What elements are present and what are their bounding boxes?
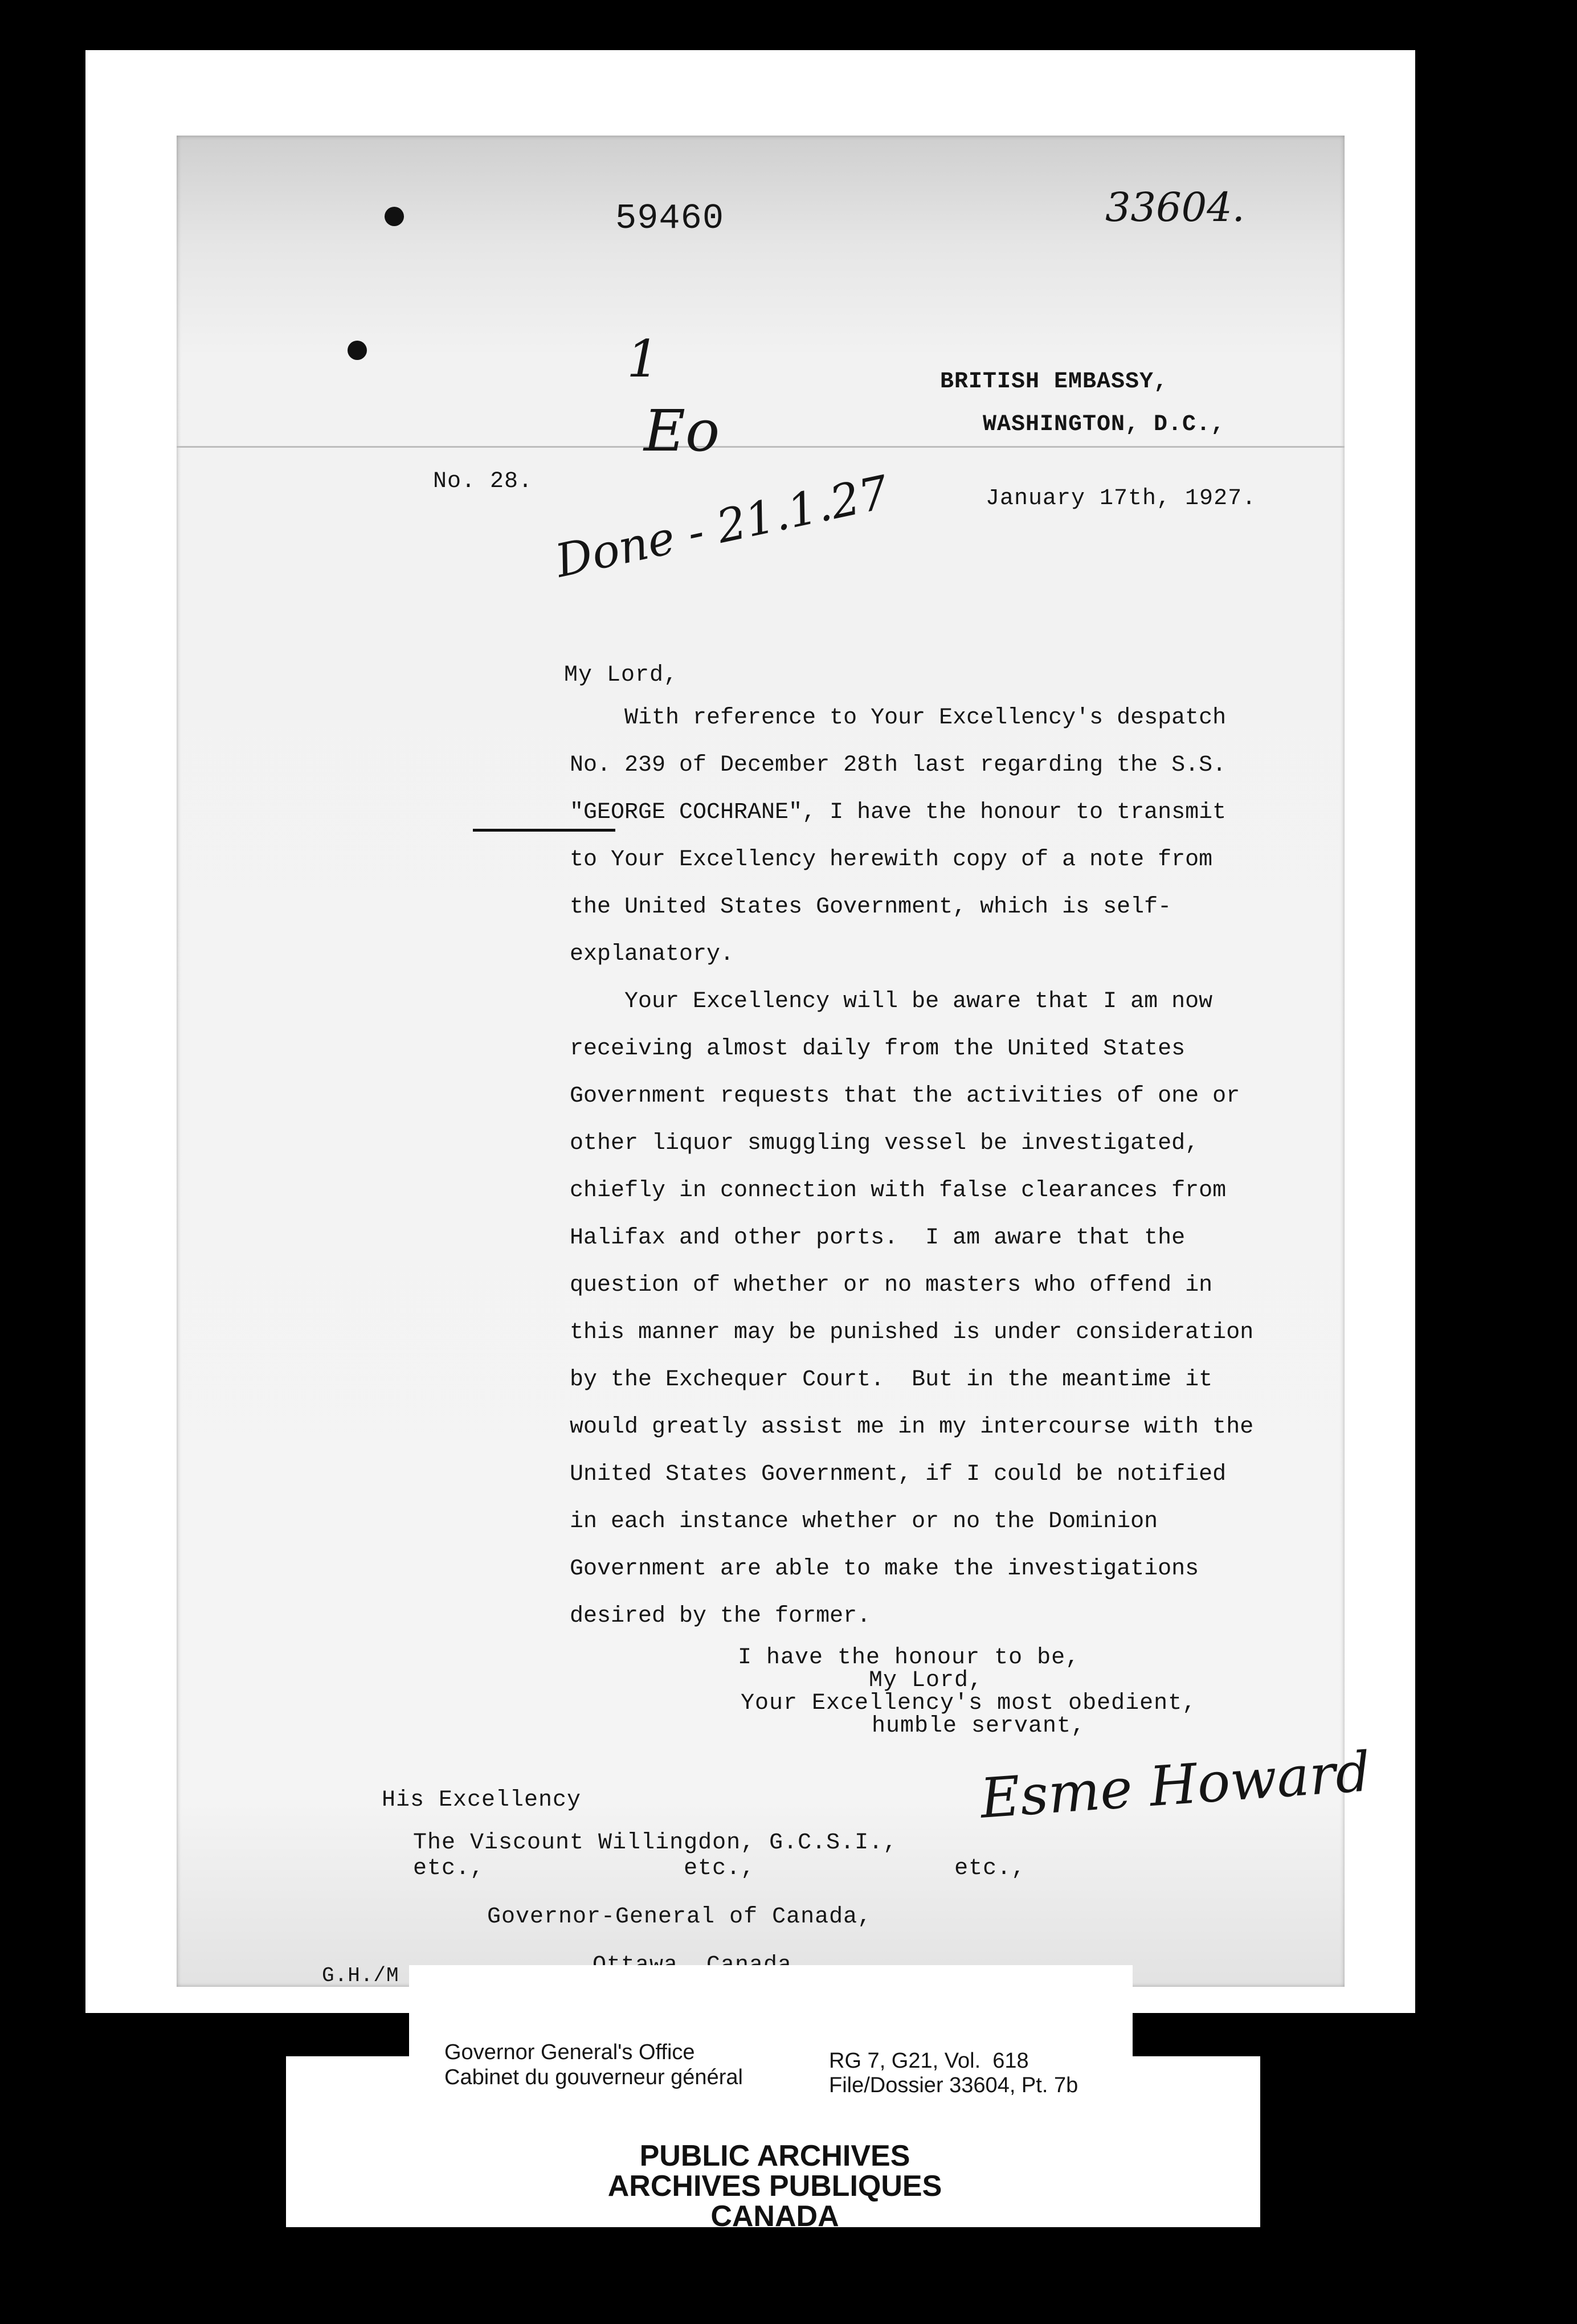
body-line: to Your Excellency herewith copy of a note from bbox=[570, 847, 1213, 873]
label-reference: RG 7, G21, Vol. 618 bbox=[829, 2049, 1029, 2073]
handwritten-done-note: Done - 21.1.27 bbox=[550, 465, 893, 588]
body-line: Government requests that the activities of one or bbox=[570, 1083, 1240, 1109]
seal-line-1: PUBLIC ARCHIVES bbox=[639, 2139, 910, 2172]
body-line: would greatly assist me in my intercourse with the bbox=[570, 1414, 1254, 1440]
fold-line bbox=[177, 446, 1345, 448]
addressee-line: etc., etc., etc., bbox=[413, 1856, 1026, 1881]
body-line: Government are able to make the investigations bbox=[570, 1556, 1199, 1582]
seal-line-3: CANADA bbox=[710, 2200, 839, 2233]
handwritten-mark-2: Eo bbox=[644, 398, 720, 464]
letter-date: January 17th, 1927. bbox=[986, 486, 1257, 512]
body-line: United States Government, if I could be notified bbox=[570, 1462, 1227, 1487]
margin-rule bbox=[473, 829, 615, 832]
addressee-line: Governor-General of Canada, bbox=[487, 1904, 872, 1930]
body-line: in each instance whether or no the Dominion bbox=[570, 1509, 1158, 1535]
despatch-number: No. 28. bbox=[433, 469, 533, 494]
letterhead-line-2: WASHINGTON, D.C., bbox=[983, 412, 1225, 437]
letterhead-line-1: BRITISH EMBASSY, bbox=[940, 369, 1169, 395]
seal-line-2: ARCHIVES PUBLIQUES bbox=[607, 2170, 942, 2203]
body-line: "GEORGE COCHRANE", I have the honour to transmit bbox=[570, 800, 1227, 825]
body-line: explanatory. bbox=[570, 942, 734, 967]
body-line: chiefly in connection with false clearances from bbox=[570, 1178, 1227, 1204]
body-line: by the Exchequer Court. But in the meantime it bbox=[570, 1367, 1213, 1393]
addressee-line: The Viscount Willingdon, G.C.S.I., bbox=[413, 1830, 898, 1856]
punch-hole bbox=[348, 341, 367, 360]
body-line: other liquor smuggling vessel be investigated, bbox=[570, 1131, 1199, 1156]
body-line: question of whether or no masters who offend in bbox=[570, 1273, 1213, 1298]
file-number-handwritten: 33604. bbox=[1105, 184, 1245, 231]
body-line: the United States Government, which is self- bbox=[570, 894, 1172, 920]
salutation: My Lord, bbox=[564, 662, 679, 688]
body-line: desired by the former. bbox=[570, 1603, 871, 1629]
letter-sheet bbox=[177, 136, 1373, 1987]
body-line: receiving almost daily from the United States bbox=[570, 1036, 1186, 1062]
body-line: Halifax and other ports. I am aware that the bbox=[570, 1225, 1186, 1251]
label-file: File/Dossier 33604, Pt. 7b bbox=[829, 2073, 1078, 2097]
typist-initials: G.H./M bbox=[322, 1964, 399, 1987]
label-office-en: Governor General's Office bbox=[444, 2040, 695, 2064]
handwritten-mark-1: 1 bbox=[627, 329, 660, 389]
punch-hole bbox=[385, 207, 404, 226]
signature: Esme Howard bbox=[978, 1740, 1373, 1831]
body-line: With reference to Your Excellency's despatch bbox=[570, 705, 1227, 731]
addressee-line: His Excellency bbox=[382, 1787, 582, 1813]
label-office-fr: Cabinet du gouverneur général bbox=[444, 2065, 743, 2089]
closing-line: I have the honour to be, bbox=[738, 1645, 1080, 1671]
closing-line: humble servant, bbox=[872, 1713, 1086, 1739]
photo-mount bbox=[85, 50, 1415, 2013]
body-line: this manner may be punished is under consideration bbox=[570, 1320, 1254, 1345]
stamp-number: 59460 bbox=[615, 198, 725, 239]
body-line: Your Excellency will be aware that I am now bbox=[570, 989, 1213, 1014]
body-line: No. 239 of December 28th last regarding the S.S. bbox=[570, 752, 1227, 778]
closing-line: My Lord, bbox=[869, 1668, 983, 1693]
closing-line: Your Excellency's most obedient, bbox=[741, 1691, 1197, 1716]
